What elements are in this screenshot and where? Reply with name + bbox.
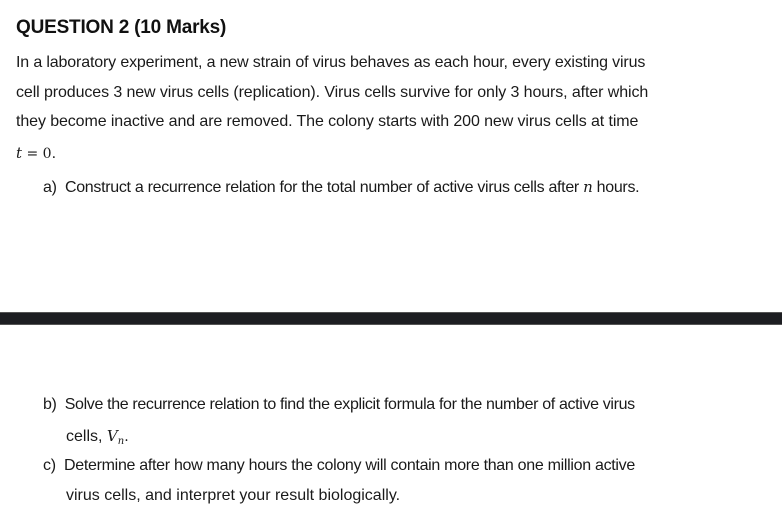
part-a-text: Construct a recurrence relation for the total number of active virus cells after — [64, 179, 584, 196]
part-a — [43, 177, 639, 198]
part-c-line-2: virus cells, and interpret your result biologically. — [66, 487, 401, 504]
intro-line-1: In a laboratory experiment, a new strain of virus behaves as each hour, every existing virus — [16, 54, 646, 71]
part-a-label: a) — [43, 179, 57, 196]
math-eq: = 0. — [22, 146, 57, 162]
part-b-label: b) — [43, 396, 57, 413]
math-var-n: n — [583, 178, 593, 196]
part-c-label: c) — [43, 457, 56, 474]
part-b-line-2 — [66, 426, 129, 452]
part-b — [43, 395, 635, 415]
part-c-line-1: Determine after how many hours the colony will contain more than one million active — [64, 457, 635, 474]
math-var-V: V — [106, 427, 118, 445]
math-sub-n: n — [117, 436, 125, 447]
part-b-end: . — [124, 429, 129, 445]
intro-line-2: cell produces 3 new virus cells (replication). Virus cells survive for only 3 hours, after which — [16, 84, 649, 101]
part-c — [43, 456, 635, 476]
question-title: QUESTION 2 (10 Marks) — [16, 17, 227, 38]
part-b-line-2-text: cells, — [66, 428, 107, 445]
intro-line-3: they become inactive and are removed. The colony starts with 200 new virus cells at time — [16, 113, 639, 130]
part-a-text-end: hours. — [592, 179, 640, 196]
page-divider — [0, 312, 782, 325]
intro-equation — [16, 143, 56, 164]
part-b-line-1: Solve the recurrence relation to find the explicit formula for the number of active virus — [64, 396, 635, 413]
math-var-t: t — [16, 144, 23, 162]
